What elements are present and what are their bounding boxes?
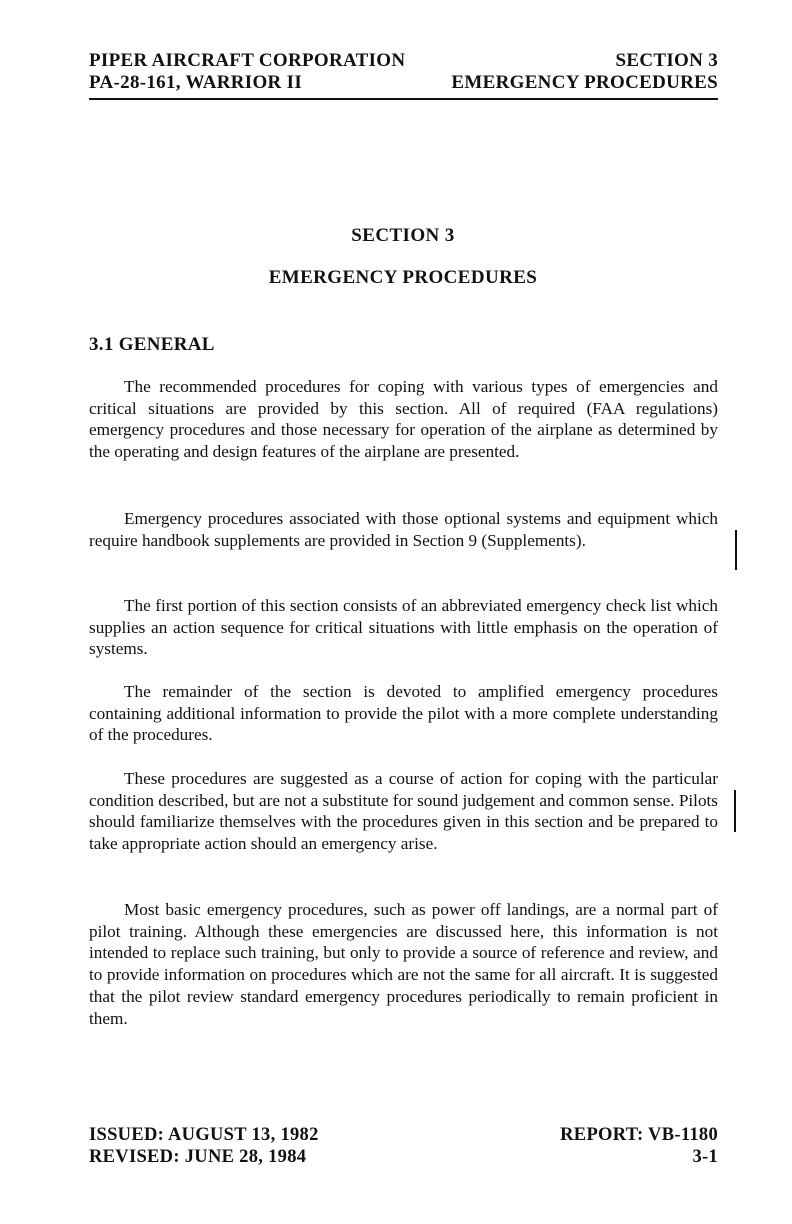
header-divider [89,98,718,100]
section-name-title: EMERGENCY PROCEDURES [268,267,538,288]
section-number-title: SECTION 3 [351,225,455,246]
page-header [89,50,718,94]
page-number: 3-1 [692,1147,718,1167]
revision-bar [734,790,736,832]
header-model: PA-28-161, WARRIOR II [89,72,303,93]
paragraph-4: The remainder of the section is devoted to amplified emergency procedures containing additional information to provide the pilot with a more complete understanding of the procedures. [89,682,718,745]
header-section: SECTION 3 [615,50,718,71]
footer-revised: REVISED: JUNE 28, 1984 [89,1147,307,1167]
header-company: PIPER AIRCRAFT CORPORATION [89,50,406,71]
header-section-title: EMERGENCY PROCEDURES [451,72,718,93]
paragraph-2: Emergency procedures associated with those optional systems and equipment which require handbook supplements are provided in Section 9 (Supplements). [89,509,718,550]
paragraph-1: The recommended procedures for coping with various types of emergencies and critical situations are provided by this section. All of required (FAA regulations) emergency procedures and those necessary for operation of the airplane as determined by the operating and design features of the airplane are presented. [89,377,718,462]
page-footer [89,1124,718,1168]
footer-report: REPORT: VB-1180 [560,1125,718,1145]
paragraph-5: These procedures are suggested as a course of action for coping with the particular condition described, but are not a substitute for sound judgement and common sense. Pilots should familiarize themselves with the procedures given in this section and be prepared to take appropriate action should an emergency arise. [89,769,718,854]
revision-bar [735,530,737,570]
general-heading: 3.1 GENERAL [89,334,215,355]
paragraph-3: The first portion of this section consists of an abbreviated emergency check list which supplies an action sequence for critical situations with little emphasis on the operation of systems. [89,596,718,659]
paragraph-6: Most basic emergency procedures, such as power off landings, are a normal part of pilot training. Although these emergencies are discussed here, this information is not intended to replace such training, but only to provide a source of reference and review, and to provide information on procedures which are not the same for all aircraft. It is suggested that the pilot review standard emergency procedures periodically to remain proficient in them. [89,900,718,1028]
footer-issued: ISSUED: AUGUST 13, 1982 [89,1125,319,1145]
